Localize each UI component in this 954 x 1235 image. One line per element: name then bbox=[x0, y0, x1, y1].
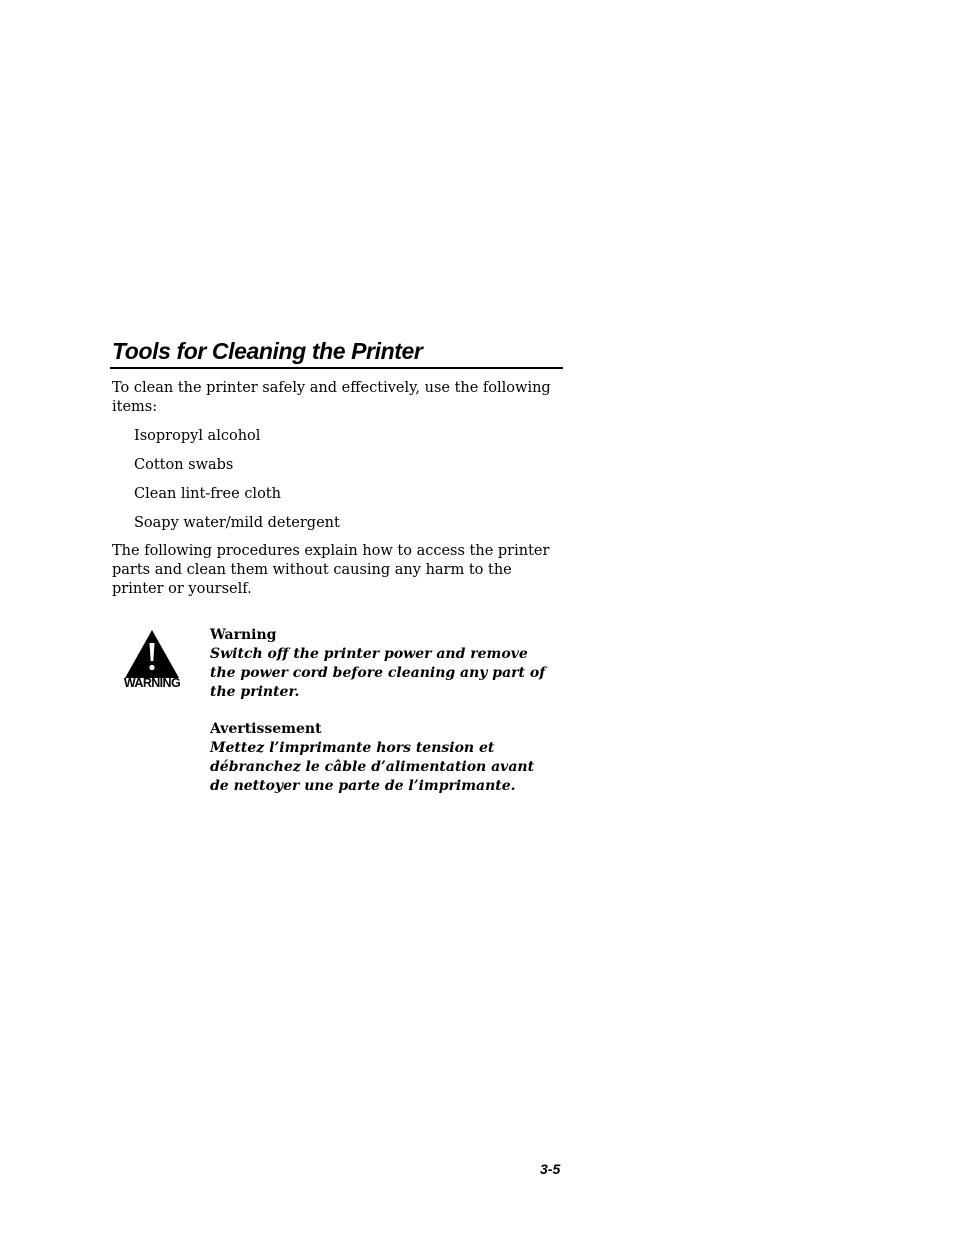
title-underline bbox=[110, 367, 563, 369]
warning-icon-label: WARNING bbox=[123, 676, 181, 690]
cleaning-tools-list bbox=[134, 427, 340, 543]
warning-notice-french bbox=[210, 720, 555, 796]
avertissement-message: Mettez l’imprimante hors tension et débranchez le câble d’alimentation avant de nettoyer une parte de l’imprimante. bbox=[210, 740, 535, 794]
page-number: 3-5 bbox=[540, 1161, 561, 1177]
avertissement-heading: Avertissement bbox=[210, 721, 322, 737]
list-item: Cotton swabs bbox=[134, 457, 234, 473]
procedures-paragraph: The following procedures explain how to access the printer parts and clean them without causing any harm to the printer or yourself. bbox=[112, 543, 550, 597]
exclamation-dot bbox=[149, 665, 154, 670]
list-item: Soapy water/mild detergent bbox=[134, 515, 340, 531]
warning-notice-english bbox=[210, 626, 555, 702]
intro-paragraph: To clean the printer safely and effectively, use the following items: bbox=[112, 380, 551, 415]
warning-triangle-icon bbox=[118, 628, 186, 690]
list-item: Clean lint-free cloth bbox=[134, 486, 281, 502]
list-item: Isopropyl alcohol bbox=[134, 428, 261, 444]
section-title: Tools for Cleaning the Printer bbox=[112, 338, 423, 364]
warning-heading: Warning bbox=[210, 627, 277, 643]
warning-message: Switch off the printer power and remove the power cord before cleaning any part of the printer. bbox=[210, 646, 546, 700]
